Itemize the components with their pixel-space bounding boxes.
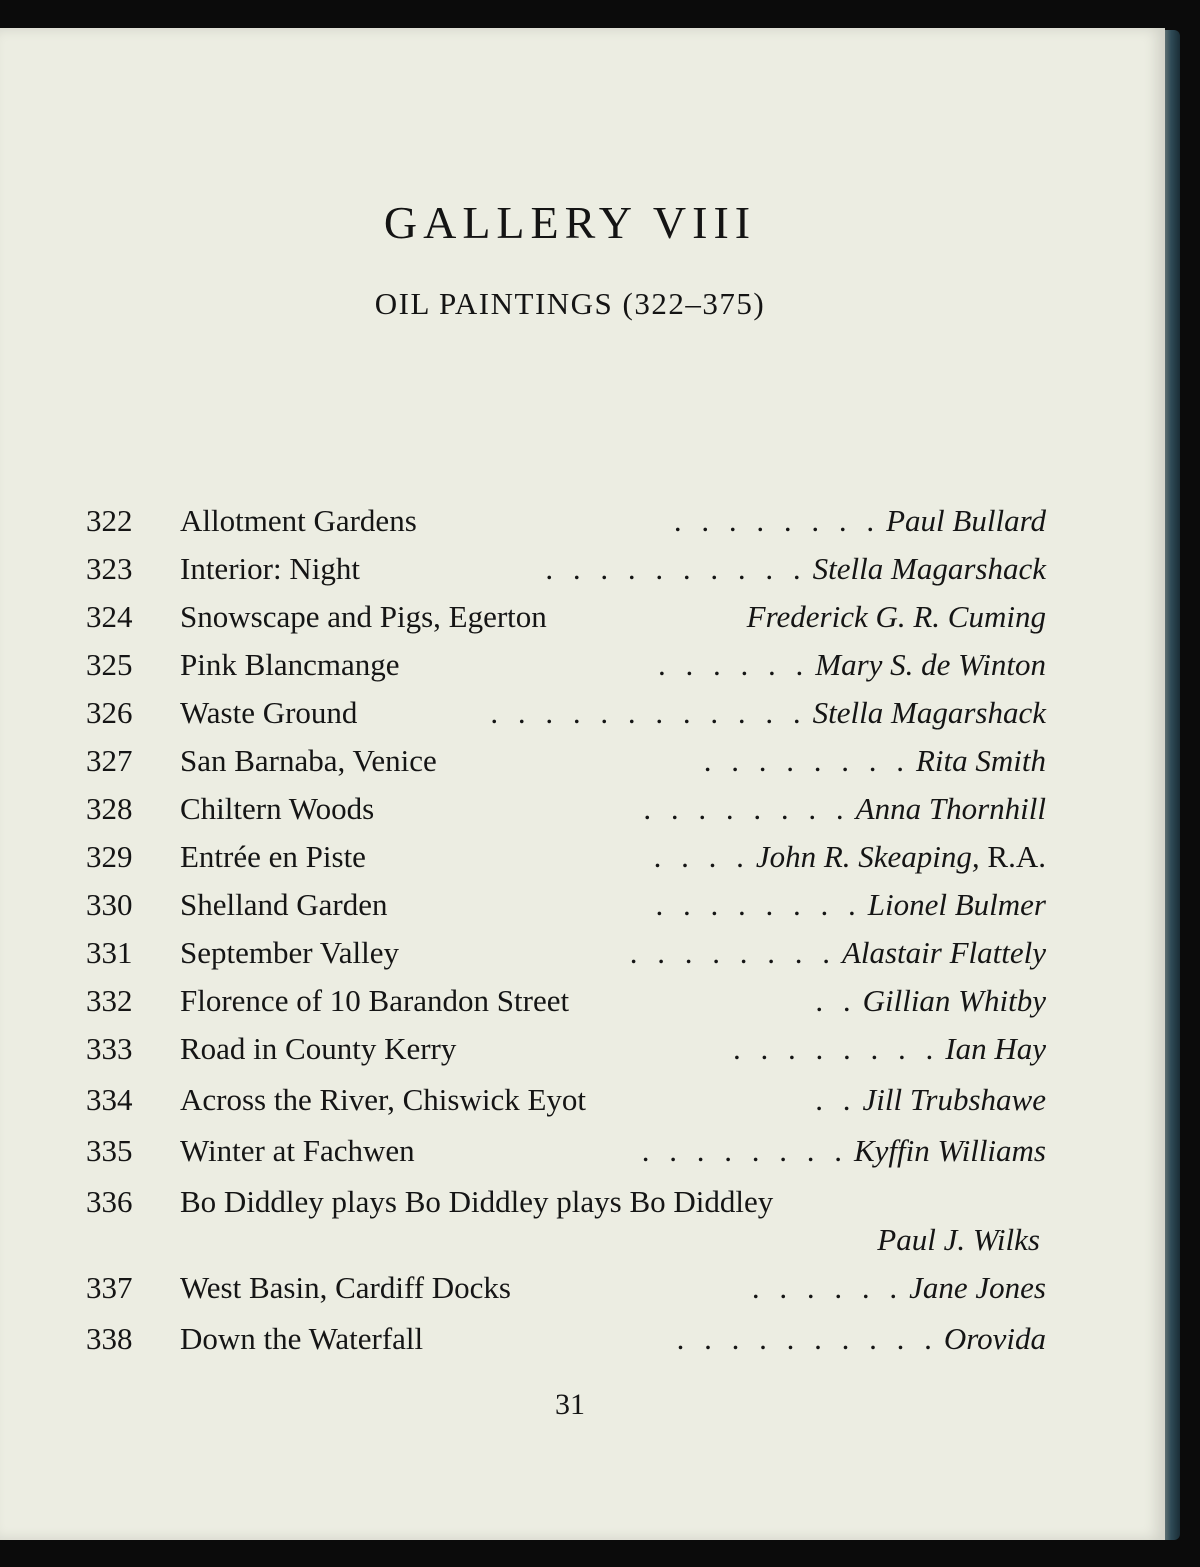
catalogue-number: 327 xyxy=(86,743,133,778)
artist-name: Stella Magarshack xyxy=(812,551,1046,586)
painting-title: Florence of 10 Barandon Street xyxy=(180,983,570,1018)
dot-leader: . . . . . . . . xyxy=(733,1031,940,1066)
catalogue-number: 333 xyxy=(86,1031,133,1066)
artist-name-text: John R. Skeaping, xyxy=(755,839,980,874)
painting-title: San Barnaba, Venice xyxy=(180,743,437,778)
artist-name: Jill Trubshawe xyxy=(862,1082,1046,1117)
painting-title: Road in County Kerry xyxy=(180,1031,457,1066)
painting-title: Interior: Night xyxy=(180,551,360,586)
page-title: GALLERY VIII xyxy=(383,197,757,248)
artist-name: Mary S. de Winton xyxy=(815,647,1046,682)
painting-title: Down the Waterfall xyxy=(180,1321,424,1356)
dot-leader: . . xyxy=(815,983,857,1018)
painting-title: Allotment Gardens xyxy=(180,503,417,538)
dot-leader: . . . . . . . . xyxy=(641,1133,848,1168)
artist-name: Alastair Flattely xyxy=(841,935,1046,970)
painting-title: Entrée en Piste xyxy=(180,839,366,874)
artist-name: Ian Hay xyxy=(945,1031,1046,1066)
painting-title: Bo Diddley plays Bo Diddley plays Bo Diddley xyxy=(180,1184,774,1219)
list-item xyxy=(86,1321,1046,1372)
catalogue-number: 332 xyxy=(86,983,133,1018)
artist-name: Stella Magarshack xyxy=(812,695,1046,730)
dot-leader: . . . . . . . . . . . . xyxy=(490,695,807,730)
dot-leader: . . . . . . . . . . xyxy=(676,1321,938,1356)
artist-name: Kyffin Williams xyxy=(853,1133,1046,1168)
list-item xyxy=(86,791,1046,839)
list-item xyxy=(86,1082,1046,1133)
artist-name: Anna Thornhill xyxy=(855,791,1046,826)
dot-leader: . . . . . . xyxy=(658,647,810,682)
artist-honour: R.A. xyxy=(987,839,1046,874)
list-item xyxy=(86,983,1046,1031)
dot-leader: . . . . . . . . xyxy=(673,503,881,538)
catalogue-number: 326 xyxy=(86,695,133,730)
dot-leader: . . xyxy=(815,1082,857,1117)
dot-leader: . . . . . . xyxy=(751,1270,904,1305)
list-item xyxy=(86,647,1046,695)
catalogue-number: 338 xyxy=(86,1321,133,1356)
painting-title: West Basin, Cardiff Docks xyxy=(180,1270,511,1305)
catalogue-number: 335 xyxy=(86,1133,133,1168)
catalogue-number: 322 xyxy=(86,503,133,538)
painting-title: Pink Blancmange xyxy=(180,647,400,682)
artist-name: Paul Bullard xyxy=(886,503,1046,538)
dot-leader: . . . . . . . . . . xyxy=(545,551,807,586)
section-subtitle: OIL PAINTINGS (322–375) xyxy=(374,286,766,321)
catalogue-number: 328 xyxy=(86,791,133,826)
artist-name: Gillian Whitby xyxy=(862,983,1046,1018)
catalogue-number: 336 xyxy=(86,1184,133,1219)
painting-title: Chiltern Woods xyxy=(180,791,375,826)
dot-leader: . . . . . . . . xyxy=(643,791,850,826)
artist-name: Paul J. Wilks xyxy=(877,1222,1040,1257)
catalogue-number: 324 xyxy=(86,599,133,634)
page-number: 31 xyxy=(555,1388,585,1421)
list-item xyxy=(86,1133,1046,1184)
painting-list xyxy=(86,503,1046,1372)
list-item xyxy=(86,1031,1046,1082)
dot-leader: . . . . . . . . xyxy=(655,887,862,922)
catalogue-number: 323 xyxy=(86,551,133,586)
painting-title: September Valley xyxy=(180,935,399,970)
artist-name: Lionel Bulmer xyxy=(867,887,1046,922)
catalogue-number: 325 xyxy=(86,647,133,682)
list-item xyxy=(86,1270,1046,1321)
artist-name: Jane Jones xyxy=(909,1270,1046,1305)
list-item xyxy=(86,935,1046,983)
list-item xyxy=(86,743,1046,791)
artist-name: Orovida xyxy=(943,1321,1046,1356)
catalogue-number: 329 xyxy=(86,839,133,874)
artist-name: Rita Smith xyxy=(915,743,1046,778)
list-item xyxy=(86,1184,1046,1270)
list-item xyxy=(86,887,1046,935)
dot-leader: . . . . . . . . xyxy=(703,743,910,778)
dot-leader: . . . . xyxy=(653,839,750,874)
list-item xyxy=(86,695,1046,743)
list-item xyxy=(86,599,1046,647)
catalogue-page xyxy=(0,28,1165,1540)
catalogue-number: 337 xyxy=(86,1270,133,1305)
painting-title: Winter at Fachwen xyxy=(180,1133,415,1168)
painting-title: Across the River, Chiswick Eyot xyxy=(180,1082,587,1117)
list-item xyxy=(86,551,1046,599)
painting-title: Waste Ground xyxy=(180,695,358,730)
painting-title: Shelland Garden xyxy=(180,887,388,922)
list-item xyxy=(86,503,1046,551)
catalogue-number: 331 xyxy=(86,935,133,970)
list-item xyxy=(86,839,1046,887)
artist-name xyxy=(756,839,1046,875)
catalogue-number: 330 xyxy=(86,887,133,922)
catalogue-number: 334 xyxy=(86,1082,133,1117)
painting-title: Snowscape and Pigs, Egerton xyxy=(180,599,547,634)
artist-name: Frederick G. R. Cuming xyxy=(746,599,1046,634)
dot-leader: . . . . . . . . xyxy=(629,935,836,970)
